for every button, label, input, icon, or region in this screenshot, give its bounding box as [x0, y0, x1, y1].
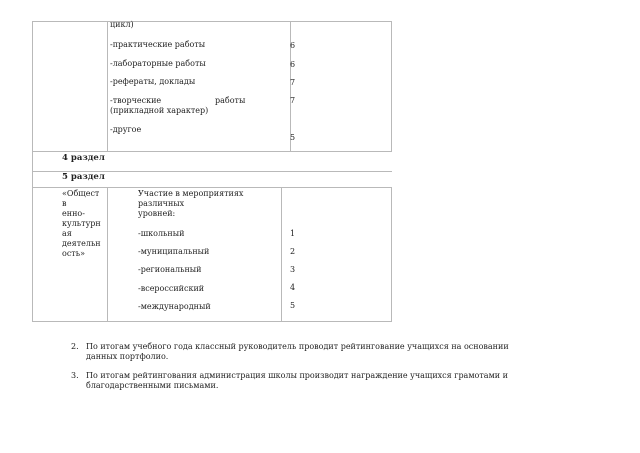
top-border [32, 21, 392, 22]
level-label-regional: -региональный [138, 265, 202, 274]
note-3-number: 3. [71, 371, 79, 380]
category-line-2: в [62, 199, 67, 208]
activity-label-creative-1: -творческие [110, 96, 162, 105]
activity-label-creative-2: работы [215, 96, 246, 105]
activity-points-lab: 6 [290, 60, 296, 69]
level-label-national: -всероссийский [138, 284, 205, 293]
level-label-school: -школьный [138, 229, 185, 238]
participation-heading-3: уровней: [138, 209, 176, 218]
level-points-national: 4 [290, 283, 296, 292]
right-border-bottom [391, 187, 392, 321]
note-2-line-2: данных портфолио. [86, 352, 169, 361]
cycle-text: цикл) [110, 20, 134, 29]
activity-label-reports: -рефераты, доклады [110, 77, 196, 86]
activity-label-other: -другое [110, 125, 142, 134]
activity-label-lab: -лабораторные работы [110, 59, 206, 68]
category-line-5: ая [62, 229, 72, 238]
category-line-3: енно- [62, 209, 85, 218]
row-divider-1 [32, 151, 392, 152]
level-points-regional: 3 [290, 265, 296, 274]
level-points-international: 5 [290, 301, 296, 310]
level-label-municipal: -муниципальный [138, 247, 210, 256]
col-divider-3 [107, 187, 108, 321]
col-divider-4 [281, 187, 282, 321]
category-line-1: «Общест [62, 189, 100, 198]
category-line-6: деятельн [62, 239, 101, 248]
col-divider-1 [107, 21, 108, 151]
activity-points-reports: 7 [290, 78, 296, 87]
bottom-border [32, 321, 392, 322]
note-2-number: 2. [71, 342, 79, 351]
section-5-heading: 5 раздел [62, 172, 105, 182]
category-line-7: ость» [62, 249, 85, 258]
level-points-school: 1 [290, 229, 296, 238]
level-points-municipal: 2 [290, 247, 296, 256]
participation-heading-1: Участие в мероприятиях [138, 189, 244, 198]
activity-points-practical: 6 [290, 41, 296, 50]
row-divider-3 [32, 187, 392, 188]
right-border-top [391, 21, 392, 152]
participation-heading-2: различных [138, 199, 185, 208]
activity-points-creative: 7 [290, 96, 296, 105]
activity-label-practical: -практические работы [110, 40, 206, 49]
activity-points-other: 5 [290, 133, 296, 142]
section-4-heading: 4 раздел [62, 153, 105, 163]
note-3-line-1: По итогам рейтингования администрация школы производит награждение учащихся грамотами и [86, 371, 508, 380]
note-3-line-2: благодарственными письмами. [86, 381, 219, 390]
level-label-international: -международный [138, 302, 211, 311]
activity-label-creative-3: (прикладной характер) [110, 106, 209, 115]
category-line-4: культурн [62, 219, 101, 228]
note-2-line-1: По итогам учебного года классный руководитель проводит рейтингование учащихся на основании [86, 342, 509, 351]
